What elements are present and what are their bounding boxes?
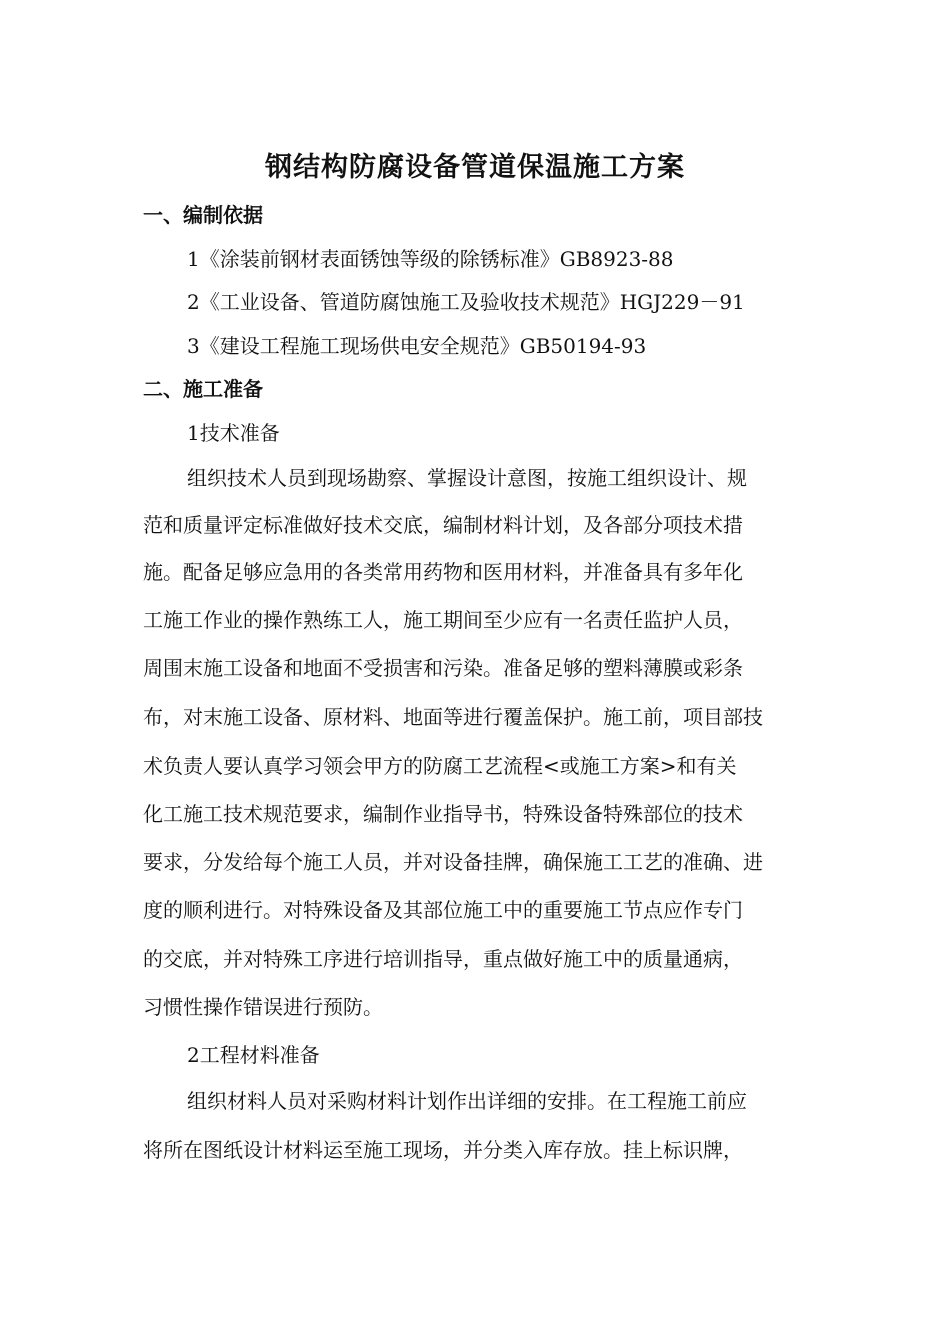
paragraph-line: 布，对末施工设备、原材料、地面等进行覆盖保护。施工前，项目部技	[143, 705, 763, 729]
basis-item: 1《涂装前钢材表面锈蚀等级的除锈标准》GB8923-88	[187, 247, 674, 271]
subsection-heading-technical: 1技术准备	[187, 421, 280, 445]
paragraph-line: 要求，分发给每个施工人员，并对设备挂牌，确保施工工艺的准确、进	[143, 850, 763, 874]
paragraph-line: 施。配备足够应急用的各类常用药物和医用材料，并准备具有多年化	[143, 560, 743, 584]
basis-item: 2《工业设备、管道防腐蚀施工及验收技术规范》HGJ229－91	[187, 290, 745, 314]
paragraph-line: 工施工作业的操作熟练工人，施工期间至少应有一名责任监护人员，	[143, 608, 743, 632]
paragraph-line: 术负责人要认真学习领会甲方的防腐工艺流程<或施工方案>和有关	[143, 754, 737, 778]
paragraph-line: 习惯性操作错误进行预防。	[143, 995, 383, 1019]
paragraph-line: 化工施工技术规范要求，编制作业指导书，特殊设备特殊部位的技术	[143, 802, 743, 826]
paragraph-line: 范和质量评定标准做好技术交底，编制材料计划，及各部分项技术措	[143, 513, 743, 537]
subsection-heading-materials: 2工程材料准备	[187, 1043, 320, 1067]
paragraph-line: 周围末施工设备和地面不受损害和污染。准备足够的塑料薄膜或彩条	[143, 656, 743, 680]
paragraph-line: 组织技术人员到现场勘察、掌握设计意图，按施工组织设计、规	[187, 466, 747, 490]
basis-item: 3《建设工程施工现场供电安全规范》GB50194-93	[187, 334, 647, 358]
paragraph-line: 度的顺利进行。对特殊设备及其部位施工中的重要施工节点应作专门	[143, 898, 743, 922]
paragraph-line: 组织材料人员对采购材料计划作出详细的安排。在工程施工前应	[187, 1089, 747, 1113]
paragraph-line: 将所在图纸设计材料运至施工现场，并分类入库存放。挂上标识牌，	[143, 1138, 743, 1162]
section-heading-preparation: 二、施工准备	[143, 377, 263, 401]
paragraph-line: 的交底，并对特殊工序进行培训指导，重点做好施工中的质量通病，	[143, 947, 743, 971]
document-title: 钢结构防腐设备管道保温施工方案	[265, 152, 685, 183]
section-heading-basis: 一、编制依据	[143, 203, 263, 227]
